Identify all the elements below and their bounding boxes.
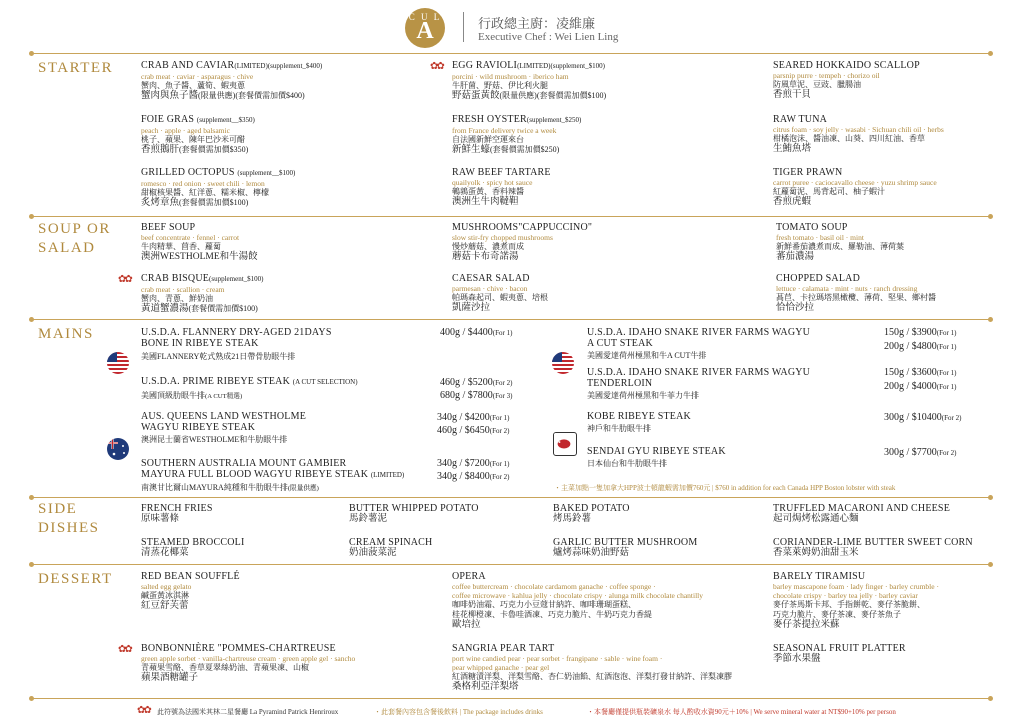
footer-water-note: ・本餐廳僅提供瓶裝礦泉水 每人酌收水資90元＋10% | We serve mineral water at NT$90+10% per person xyxy=(587,708,896,716)
item-desc-cn: 桂花柳橙凍、卡魯哇酒凍、巧克力脆片、牛奶巧克力香緹 xyxy=(452,610,652,619)
item-name-line2: MAYURA FULL BLOOD WAGYU RIBEYE STEAK xyxy=(141,469,369,480)
item-desc-cn: 帕瑪森起司、蝦夷蔥、培根 xyxy=(452,293,548,302)
item-note: (LIMITED)(supplement_$400) xyxy=(234,62,323,70)
item-note-cn: (A CUT精選) xyxy=(205,393,243,400)
divider xyxy=(32,564,990,565)
item-desc-cn: 自法國新鮮空運來台 xyxy=(452,135,524,144)
item-note-cn: (套餐價需加價$350) xyxy=(179,145,249,154)
menu-item-egg-ravioli xyxy=(452,60,606,102)
item-name: CORIANDER-LIME BUTTER SWEET CORN xyxy=(773,537,973,548)
item-desc: crab meat · caviar · asparagus · chive xyxy=(141,72,254,81)
item-desc: salted egg gelato xyxy=(141,582,192,591)
item-price xyxy=(884,326,956,340)
item-desc: coffee buttercream · chocolate cardamom ganache · coffee sponge · xyxy=(452,582,656,591)
item-name: EGG RAVIOLI xyxy=(452,60,518,71)
item-name: FOIE GRAS xyxy=(141,114,195,125)
item-name: SEARED HOKKAIDO SCALLOP xyxy=(773,60,920,71)
price-value: 300g / $10400 xyxy=(884,412,942,423)
item-name-cn: 南澳甘比爾山MAYURA純種和牛肋眼牛排 xyxy=(141,483,288,492)
item-name: CRAB AND CAVIAR xyxy=(141,60,235,71)
item-price xyxy=(884,380,956,394)
divider xyxy=(32,53,990,54)
item-name-cn: 澳洲WESTHOLME和牛湯餃 xyxy=(141,252,258,262)
price-value: 300g / $7700 xyxy=(884,447,937,458)
item-price xyxy=(440,326,512,340)
item-desc: romesco · red onion · sweet chili · lemon xyxy=(141,179,265,188)
menu-item-chopped-salad xyxy=(776,273,936,314)
side-item xyxy=(141,537,244,559)
japan-wagyu-icon xyxy=(553,432,577,456)
item-name-cn: 炙烤章魚 xyxy=(141,198,180,208)
menu-item-beef-soup xyxy=(141,222,258,263)
side-item xyxy=(141,503,213,525)
price-value: 680g / $7800 xyxy=(440,390,493,401)
item-name-cn: 桑格利亞洋梨塔 xyxy=(452,682,519,692)
item-desc-cn: 紅酒糖漬洋梨、洋梨雪酪、杏仁奶油餡、紅酒泡泡、洋梨打發甘納許、洋梨凍膠 xyxy=(452,672,732,681)
item-name-cn: 麥仔茶提拉米蘇 xyxy=(773,620,840,630)
au-flag-icon xyxy=(107,438,129,460)
price-value: 150g / $3600 xyxy=(884,367,937,378)
menu-item-srf-a-cut xyxy=(587,327,810,361)
footer-drinks-note: ・此套餐內容包含餐後飲料 | The package includes drinks xyxy=(374,708,543,716)
item-name: RED BEAN SOUFFLÉ xyxy=(141,571,240,582)
menu-item-mayura-ribeye xyxy=(141,458,404,494)
price-portion: (For 3) xyxy=(492,392,513,400)
michelin-flower-icon: ✿✿ xyxy=(118,644,131,655)
item-note: (supplement_$100) xyxy=(209,275,264,283)
item-name: GRILLED OCTOPUS xyxy=(141,167,235,178)
us-flag-icon xyxy=(552,352,574,374)
menu-item-beef-tartare xyxy=(452,167,551,208)
item-desc-cn: 蟹肉、魚子醬、蘆筍、蝦夷蔥 xyxy=(141,81,245,90)
item-name: TIGER PRAWN xyxy=(773,167,843,178)
menu-item-caesar-salad xyxy=(452,273,548,314)
item-name-cn: 神戶和牛肋眼牛排 xyxy=(587,424,651,433)
item-desc: chocolate crispy · barley tea jelly · barley caviar xyxy=(773,591,918,600)
section-dessert: DESSERT xyxy=(38,571,113,587)
side-item xyxy=(349,537,432,559)
item-desc-cn: 麥仔茶馬斯卡邦、手指餅乾、麥仔茶脆餅、 xyxy=(773,600,925,609)
item-name: BEEF SOUP xyxy=(141,222,196,233)
item-price xyxy=(440,376,512,390)
item-name-cn: 澳洲生牛肉韃靼 xyxy=(452,197,519,207)
item-note-cn: (套餐價需加價$100) xyxy=(188,304,258,313)
item-name: BONBONNIÈRE "POMMES-CHARTREUSE xyxy=(141,643,336,654)
side-item xyxy=(553,503,630,525)
item-name-cn: 爐烤蒜味奶油野菇 xyxy=(553,548,630,558)
item-name: GARLIC BUTTER MUSHROOM xyxy=(553,537,698,548)
item-name-cn: 烤馬鈴薯 xyxy=(553,514,592,524)
item-name-cn: 蕃茄濃湯 xyxy=(776,252,815,262)
item-desc: porcini · wild mushroom · iberico ham xyxy=(452,72,569,81)
menu-item-crab-bisque xyxy=(141,273,263,315)
menu-item-crab-caviar xyxy=(141,60,322,102)
item-price xyxy=(884,411,961,425)
section-salad: SALAD xyxy=(38,240,96,256)
michelin-flower-icon: ✿✿ xyxy=(137,705,150,716)
item-name-cn: 美國FLANNERY乾式熟成21日帶骨肋眼牛排 xyxy=(141,352,296,361)
item-desc-cn: 咖啡奶油霜、巧克力小豆蔻甘納許、咖啡珊瑚蛋糕、 xyxy=(452,600,636,609)
item-name-cn: 香煎鵝肝 xyxy=(141,145,180,155)
item-name: OPERA xyxy=(452,571,486,582)
item-name-cn: 野菇蛋黃餃 xyxy=(452,91,500,101)
item-desc: coffee microwave · kahlua jelly · chocolate crispy · alunga milk chocolate chantilly xyxy=(452,591,704,600)
item-note: (A CUT SELECTION) xyxy=(292,378,358,386)
item-desc: beef concentrate · fennel · carrot xyxy=(141,233,240,242)
item-name-cn: 馬鈴薯泥 xyxy=(349,514,388,524)
price-value: 340g / $7200 xyxy=(437,458,490,469)
item-price xyxy=(440,389,512,403)
price-value: 200g / $4800 xyxy=(884,341,937,352)
logo-letter: A xyxy=(416,18,434,44)
price-portion: (For 1) xyxy=(489,460,510,468)
menu-item-bonbonniere xyxy=(141,643,355,684)
item-note-cn: (限量供應)(套餐價需加價$400) xyxy=(198,91,305,100)
menu-item-mushroom-cappuccino xyxy=(452,222,592,263)
item-name-cn: 起司焗烤松露通心麵 xyxy=(773,514,859,524)
item-price xyxy=(437,424,509,438)
item-name-cn: 美國愛達荷州極黑和牛菲力牛排 xyxy=(587,391,699,400)
item-name-line1: U.S.D.A. FLANNERY DRY-AGED 21DAYS xyxy=(141,327,332,338)
item-desc: fresh tomato · basil oil · mint xyxy=(776,233,864,242)
chef-title-en: Executive Chef : Wei Lien Ling xyxy=(478,31,619,43)
item-price xyxy=(437,457,509,471)
item-name: CREAM SPINACH xyxy=(349,537,433,548)
item-name: BAKED POTATO xyxy=(553,503,630,514)
item-name-line2: WAGYU RIBEYE STEAK xyxy=(141,422,256,433)
item-name: STEAMED BROCCOLI xyxy=(141,537,245,548)
item-name-line1: SOUTHERN AUSTRALIA MOUNT GAMBIER xyxy=(141,458,347,469)
menu-item-grilled-octopus xyxy=(141,167,295,209)
item-desc-cn: 牛肝菌、野菇、伊比利火腿 xyxy=(452,81,548,90)
item-name: U.S.D.A. PRIME RIBEYE STEAK xyxy=(141,376,291,387)
item-desc-cn: 巧克力脆片、麥仔茶凍、麥仔茶魚子 xyxy=(773,610,901,619)
divider xyxy=(32,319,990,320)
item-desc-cn: 鵪鶉蛋黃、香料辣醬 xyxy=(452,187,524,196)
item-name: KOBE RIBEYE STEAK xyxy=(587,411,691,422)
item-name-cn: 凱薩沙拉 xyxy=(452,303,491,313)
item-desc: lettuce · calamata · mint · nuts · ranch dressing xyxy=(776,284,918,293)
item-name-cn: 恰恰沙拉 xyxy=(776,303,815,313)
item-desc-cn: 防風草泥、豆豉、臘腸油 xyxy=(773,80,861,89)
item-price xyxy=(884,446,956,460)
item-note-cn: (限量供應)(套餐價需加價$100) xyxy=(499,91,607,100)
item-name: TRUFFLED MACARONI AND CHEESE xyxy=(773,503,951,514)
divider xyxy=(32,216,990,217)
price-value: 460g / $6450 xyxy=(437,425,490,436)
item-note: (supplement_$250) xyxy=(526,116,582,124)
menu-item-westholme-ribeye xyxy=(141,411,306,445)
header-divider xyxy=(463,12,464,42)
item-name-cn: 蘑菇卡布奇諾湯 xyxy=(452,252,519,262)
item-name-cn: 蟹肉與魚子醬 xyxy=(141,91,199,101)
menu-item-tomato-soup xyxy=(776,222,904,263)
price-value: 400g / $4400 xyxy=(440,327,493,338)
item-name: SENDAI GYU RIBEYE STEAK xyxy=(587,446,726,457)
logo-caption: C U L xyxy=(408,12,442,22)
item-name-cn: 原味薯條 xyxy=(141,514,180,524)
item-desc: crab meat · scallion · cream xyxy=(141,285,225,294)
lobster-addon-note: ・主菜加點一隻加拿大HPP波士頓龍蝦需加價760元 | $760 in addition for each Canada HPP Boston lobster with steak xyxy=(554,484,896,492)
item-desc-cn: 新鮮番茄濃煮而成、羅勒油、薄荷葉 xyxy=(776,242,904,251)
price-value: 200g / $4000 xyxy=(884,381,937,392)
menu-item-sendai-ribeye xyxy=(587,446,726,469)
divider xyxy=(32,497,990,498)
item-name-line1: AUS. QUEENS LAND WESTHOLME xyxy=(141,411,307,422)
item-desc: parsnip purre · tempeh · chorizo oil xyxy=(773,71,880,80)
price-value: 340g / $4200 xyxy=(437,412,490,423)
price-portion: (For 2) xyxy=(936,449,957,457)
menu-item-kobe-ribeye xyxy=(587,411,691,434)
item-name-line1: U.S.D.A. IDAHO SNAKE RIVER FARMS WAGYU xyxy=(587,367,811,378)
item-name-cn: 奶油菠菜泥 xyxy=(349,548,397,558)
item-name: BUTTER WHIPPED POTATO xyxy=(349,503,479,514)
menu-item-fruit-platter xyxy=(773,643,906,665)
price-value: 460g / $5200 xyxy=(440,377,493,388)
michelin-flower-icon: ✿✿ xyxy=(430,61,443,72)
item-price xyxy=(437,411,509,425)
item-desc-cn: 萵苣、卡拉瑪塔黑橄欖、薄荷、堅果、鄉村醬 xyxy=(776,293,936,302)
item-note-cn: (套餐價需加價$100) xyxy=(179,198,249,207)
price-portion: (For 1) xyxy=(936,369,957,377)
price-value: 150g / $3900 xyxy=(884,327,937,338)
price-value: 340g / $8400 xyxy=(437,471,490,482)
item-name: SANGRIA PEAR TART xyxy=(452,643,555,654)
item-name: SEASONAL FRUIT PLATTER xyxy=(773,643,906,654)
price-portion: (For 2) xyxy=(489,427,510,435)
side-item xyxy=(553,537,697,559)
menu-item-red-bean-souffle xyxy=(141,571,240,612)
item-desc: barley mascapone foam · lady finger · barley crumble · xyxy=(773,582,939,591)
price-portion: (For 2) xyxy=(941,414,962,422)
item-desc-cn: 桃子、蘋果、陳年巴沙米可醋 xyxy=(141,135,245,144)
menu-item-tiger-prawn xyxy=(773,167,937,208)
item-name-cn: 香菜萊姆奶油甜玉米 xyxy=(773,548,859,558)
item-name-cn: 清蒸花椰菜 xyxy=(141,548,189,558)
chef-title-cn: 行政總主廚：凌維廉 xyxy=(478,16,596,31)
price-portion: (For 1) xyxy=(936,343,957,351)
menu-item-foie-gras xyxy=(141,114,255,156)
item-name-line2: BONE IN RIBEYE STEAK xyxy=(141,338,259,349)
item-name-cn: 紅豆舒芙蕾 xyxy=(141,601,189,611)
item-name-cn: 生鮪魚塔 xyxy=(773,144,812,154)
menu-item-prime-ribeye xyxy=(141,376,358,402)
section-starter: STARTER xyxy=(38,60,114,76)
side-item xyxy=(773,503,950,525)
item-name: TOMATO SOUP xyxy=(776,222,848,233)
us-flag-icon xyxy=(107,352,129,374)
menu-item-barely-tiramisu xyxy=(773,571,939,631)
item-name: CAESAR SALAD xyxy=(452,273,530,284)
item-desc: pear whipped ganache · pear gel xyxy=(452,663,550,672)
item-name: BARELY TIRAMISU xyxy=(773,571,866,582)
item-desc: parmesan · chive · bacon xyxy=(452,284,528,293)
price-portion: (For 1) xyxy=(492,329,513,337)
item-name: RAW BEEF TARTARE xyxy=(452,167,551,178)
item-note: (supplement__$100) xyxy=(237,169,296,177)
item-name: CRAB BISQUE xyxy=(141,273,210,284)
item-name-cn: 日本仙台和牛肋眼牛排 xyxy=(587,459,667,468)
section-side: SIDE xyxy=(38,501,78,517)
item-desc-cn: 牛肉精華、茴香、蘿蔔 xyxy=(141,242,221,251)
price-portion: (For 1) xyxy=(936,383,957,391)
item-desc: quailyolk · spicy hot sauce xyxy=(452,178,533,187)
item-desc-cn: 甜椒核果醬、紅洋蔥、糯米椒、檸檬 xyxy=(141,188,269,197)
item-note-cn: (限量供應) xyxy=(287,485,319,492)
item-note-cn: (套餐價需加價$250) xyxy=(490,145,560,154)
item-price xyxy=(884,340,956,354)
item-desc: port wine candied pear · pear sorbet · frangipane · sable · wine foam · xyxy=(452,654,663,663)
divider xyxy=(32,698,990,699)
item-note: (supplement__$350) xyxy=(196,116,255,124)
menu-item-scallop xyxy=(773,60,920,101)
menu-item-raw-tuna xyxy=(773,114,944,155)
item-note: (LIMITED)(supplement_$100) xyxy=(517,62,605,70)
menu-item-srf-tenderloin xyxy=(587,367,810,401)
price-portion: (For 2) xyxy=(492,379,513,387)
menu-item-flannery-ribeye xyxy=(141,327,332,362)
item-desc: peach · apple · aged balsamic xyxy=(141,126,230,135)
item-name: CHOPPED SALAD xyxy=(776,273,861,284)
item-name: MUSHROOMS"CAPPUCCINO" xyxy=(452,222,593,233)
item-name-cn: 季節水果盤 xyxy=(773,654,821,664)
side-item xyxy=(349,503,479,525)
item-desc-cn: 紅蘿蔔泥、馬背起司、柚子蝦汁 xyxy=(773,187,885,196)
price-portion: (For 2) xyxy=(489,473,510,481)
item-name: FRESH OYSTER xyxy=(452,114,527,125)
item-name: RAW TUNA xyxy=(773,114,828,125)
section-mains: MAINS xyxy=(38,326,94,342)
item-desc-cn: 青蘋果雪酪、香草夏翠絲奶油、青蘋果凍、山椒 xyxy=(141,663,309,672)
item-name-cn: 美國頂級肋眼牛排 xyxy=(141,391,205,400)
item-note: (LIMITED) xyxy=(370,471,405,479)
item-name-line2: A CUT STEAK xyxy=(587,338,653,349)
item-desc: from France delivery twice a week xyxy=(452,126,557,135)
item-name-cn: 蘋果酒糖罐子 xyxy=(141,673,199,683)
menu-item-opera xyxy=(452,571,703,631)
item-name-cn: 香煎干貝 xyxy=(773,90,812,100)
item-desc-cn: 蟹肉、青蔥、鮮奶油 xyxy=(141,294,213,303)
item-desc: green apple sorbet · vanilla-chartreuse cream · green apple gel · sancho xyxy=(141,654,356,663)
price-portion: (For 1) xyxy=(489,414,510,422)
side-item xyxy=(773,537,973,559)
item-desc: citrus foam · soy jelly · wasabi · Sichuan chili oil · herbs xyxy=(773,125,944,134)
item-name-line1: U.S.D.A. IDAHO SNAKE RIVER FARMS WAGYU xyxy=(587,327,811,338)
footer-michelin-note: 此符號為法國米其林二星餐廳 La Pyramind Patrick Henriroux xyxy=(157,708,339,716)
menu-item-fresh-oyster xyxy=(452,114,581,156)
item-desc-cn: 柑橘泡沫、醬油凍、山葵、四川紅油、香草 xyxy=(773,134,925,143)
menu-item-sangria-pear-tart xyxy=(452,643,732,693)
michelin-flower-icon: ✿✿ xyxy=(118,274,131,285)
item-name: FRENCH FRIES xyxy=(141,503,213,514)
item-desc: carrot puree · caciocavallo cheese · yuzu shrimp sauce xyxy=(773,178,937,187)
restaurant-logo xyxy=(405,8,445,48)
item-name-cn: 香煎虎蝦 xyxy=(773,197,812,207)
item-name-line2: TENDERLOIN xyxy=(587,378,653,389)
item-name-cn: 歐培拉 xyxy=(452,620,481,630)
item-price xyxy=(884,366,956,380)
item-name-cn: 黃道蟹濃湯 xyxy=(141,304,189,314)
item-desc: slow stir-fry chopped mushrooms xyxy=(452,233,553,242)
section-soup-or: SOUP OR xyxy=(38,221,111,237)
item-desc-cn: 慢炒蘑菇、濃煮而成 xyxy=(452,242,524,251)
price-portion: (For 1) xyxy=(936,329,957,337)
item-name-cn: 新鮮生蠔 xyxy=(452,145,491,155)
section-dishes: DISHES xyxy=(38,520,100,536)
item-desc-cn: 鹹蛋黃冰淇淋 xyxy=(141,591,189,600)
item-price xyxy=(437,470,509,484)
item-name-cn: 澳洲昆士蘭省WESTHOLME和牛肋眼牛排 xyxy=(141,435,288,444)
item-name-cn: 美國愛達荷州極黑和牛A CUT牛排 xyxy=(587,351,707,360)
